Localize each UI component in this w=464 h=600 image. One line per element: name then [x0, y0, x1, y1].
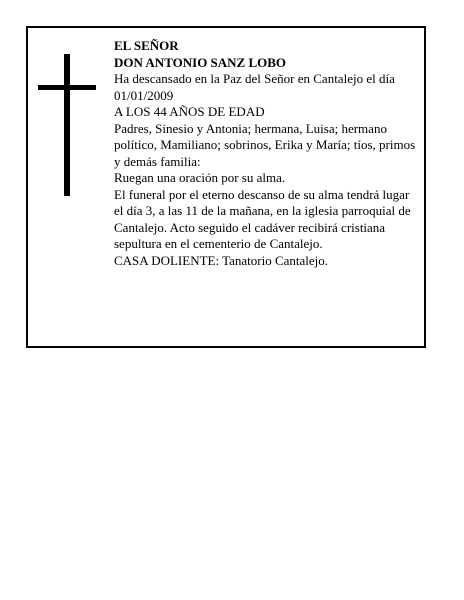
- cross-vertical-bar: [64, 54, 70, 196]
- prayer-request: Ruegan una oración por su alma.: [114, 170, 286, 185]
- death-announcement: Ha descansado en la Paz del Señor en Cantalejo el día 01/01/2009: [114, 71, 395, 103]
- mourning-house: CASA DOLIENTE: Tanatorio Cantalejo.: [114, 252, 329, 268]
- deceased-name: DON ANTONIO SANZ LOBO: [114, 54, 287, 70]
- family-list: Padres, Sinesio y Antonia; hermana, Luisa; hermano político, Mamiliano; sobrinos, Erika y María; tíos, primos y demás familia:: [114, 120, 416, 169]
- age-line: A LOS 44 AÑOS DE EDAD: [114, 104, 265, 119]
- obituary-text: [114, 38, 416, 269]
- funeral-details: El funeral por el eterno descanso de su alma tendrá lugar el día 3, a las 11 de la mañana, en la iglesia parroquial de Cantalejo. Acto seguido el cadáver recibirá cristiana sepultura en el cementerio de Cantalejo.: [114, 186, 411, 251]
- honorific-title: EL SEÑOR: [114, 38, 179, 53]
- cross-horizontal-bar: [38, 85, 96, 90]
